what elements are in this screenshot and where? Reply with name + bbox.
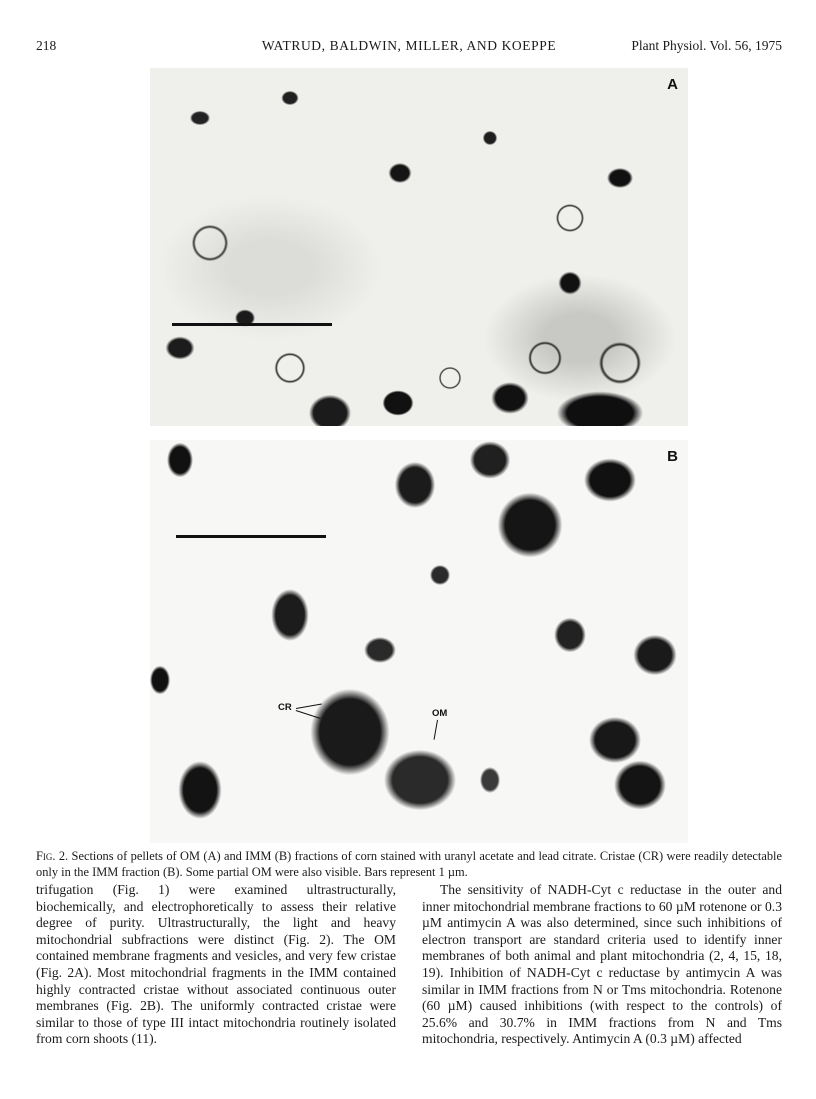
cristae-annotation: CR [278,702,292,713]
outer-membrane-pointer-line [434,720,438,740]
panel-a-label: A [667,76,678,93]
outer-membrane-annotation: OM [432,708,448,719]
panel-b-label: B [667,448,678,465]
body-column-right [422,882,782,1048]
scale-bar-b [176,535,326,538]
micrograph-panel-b [150,440,688,843]
paragraph: trifugation (Fig. 1) were examined ultrastructurally, biochemically, and electrophoretically to assess their relative degree of purity. Ultrastructurally, the light and heavy mitochondrial subfractions were distinct (Fig. 2). The OM contained membrane fragments and vesicles, and very few cristae (Fig. 2A). Most mitochondrial fragments in the IMM contained highly contracted cristae without associated continuous outer membranes (Fig. 2B). The uniformly contracted cristae were similar to those of type III intact mitochondria routinely isolated from corn shoots (11). [36,882,396,1047]
page-number: 218 [36,38,57,53]
running-authors: WATRUD, BALDWIN, MILLER, AND KOEPPE [261,38,557,53]
cristae-pointer-line [296,710,321,719]
running-header [36,38,782,56]
figure-caption [36,848,782,880]
scale-bar-a [172,323,332,326]
figure-caption-label: Fig. 2. [36,849,69,863]
figure-caption-text: Sections of pellets of OM (A) and IMM (B) fractions of corn stained with uranyl acetate and lead citrate. Cristae (CR) were readily detectable only in the IMM fraction (B). Some partial OM were also visible. Bars represent 1 µm. [36,849,782,879]
micrograph-panel-a [150,68,688,426]
cristae-pointer-line [296,703,322,708]
paragraph: The sensitivity of NADH-Cyt c reductase in the outer and inner mitochondrial membrane fractions to 60 µM rotenone or 0.3 µM antimycin A was also determined, since such inhibitions of electron transport are standard criteria used to identify inner membranes of both animal and plant mitochondria (2, 4, 15, 18, 19). Inhibition of NADH-Cyt c reductase by antimycin A was similar in IMM fractions from N or Tms mitochondria. Rotenone (60 µM) caused inhibitions (with respect to the controls) of 25.6% and 30.7% in IMM fractions from N and Tms mitochondria, respectively. Antimycin A (0.3 µM) affected [422,882,782,1047]
body-column-left [36,882,396,1048]
journal-citation: Plant Physiol. Vol. 56, 1975 [631,38,782,53]
